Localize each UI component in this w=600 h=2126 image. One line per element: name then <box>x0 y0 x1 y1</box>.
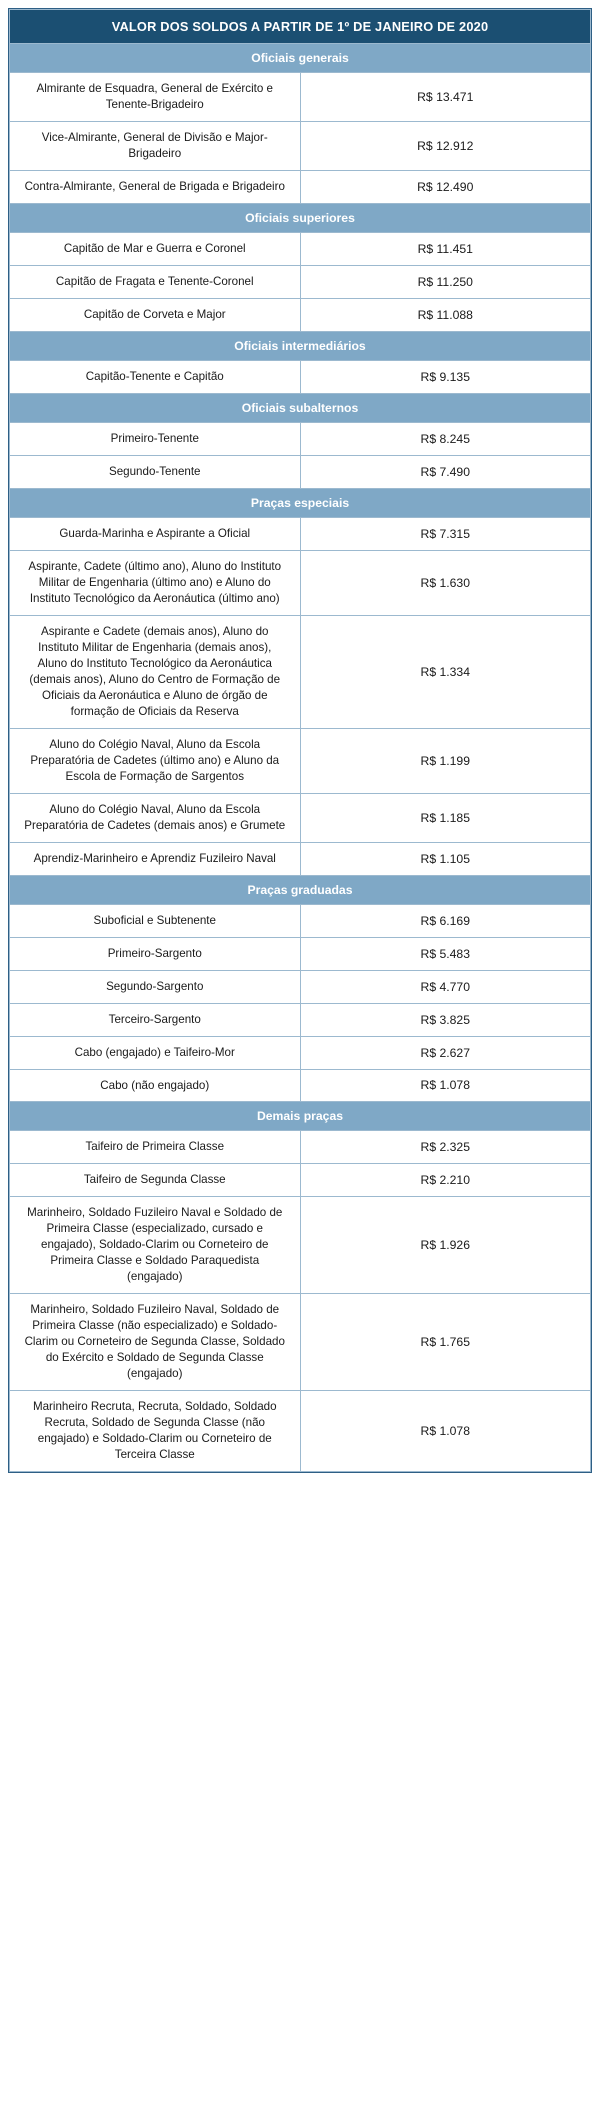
section-header-row <box>10 1102 591 1131</box>
rank-description: Terceiro-Sargento <box>10 1003 301 1036</box>
rank-description: Primeiro-Sargento <box>10 937 301 970</box>
rank-description: Cabo (engajado) e Taifeiro-Mor <box>10 1036 301 1069</box>
table-row <box>10 904 591 937</box>
rank-description: Aspirante e Cadete (demais anos), Aluno do Instituto Militar de Engenharia (demais anos), Aluno do Instituto Tecnológico da Aeronáutica (demais anos), Aluno do Centro de Formação de Oficiais da Aeronáutica e Aluno de órgão de formação de Oficiais da Reserva <box>10 615 301 728</box>
table-row <box>10 1294 591 1391</box>
rank-description: Segundo-Sargento <box>10 970 301 1003</box>
rank-salary-value: R$ 1.078 <box>300 1391 591 1472</box>
table-title-row <box>10 10 591 44</box>
section-label: Oficiais subalternos <box>10 393 591 422</box>
rank-description: Taifeiro de Primeira Classe <box>10 1131 301 1164</box>
rank-description: Guarda-Marinha e Aspirante a Oficial <box>10 517 301 550</box>
table-row <box>10 422 591 455</box>
table-row <box>10 73 591 122</box>
table-row <box>10 615 591 728</box>
table-row <box>10 1164 591 1197</box>
section-label: Praças graduadas <box>10 875 591 904</box>
rank-salary-value: R$ 1.926 <box>300 1197 591 1294</box>
rank-salary-value: R$ 11.088 <box>300 298 591 331</box>
section-header-row <box>10 331 591 360</box>
table-row <box>10 793 591 842</box>
salary-table-container <box>8 8 592 1473</box>
rank-salary-value: R$ 1.765 <box>300 1294 591 1391</box>
section-header-row <box>10 488 591 517</box>
section-label: Praças especiais <box>10 488 591 517</box>
section-label: Oficiais generais <box>10 44 591 73</box>
table-row <box>10 232 591 265</box>
rank-salary-value: R$ 11.451 <box>300 232 591 265</box>
rank-description: Capitão de Corveta e Major <box>10 298 301 331</box>
section-label: Oficiais intermediários <box>10 331 591 360</box>
rank-salary-value: R$ 11.250 <box>300 265 591 298</box>
table-row <box>10 842 591 875</box>
section-header-row <box>10 44 591 73</box>
rank-description: Capitão de Fragata e Tenente-Coronel <box>10 265 301 298</box>
rank-description: Suboficial e Subtenente <box>10 904 301 937</box>
rank-description: Marinheiro, Soldado Fuzileiro Naval, Soldado de Primeira Classe (não especializado) e Soldado-Clarim ou Corneteiro de Segunda Classe, Soldado do Exército e Soldado de Segunda Classe (engajado) <box>10 1294 301 1391</box>
table-row <box>10 121 591 170</box>
rank-salary-value: R$ 1.199 <box>300 728 591 793</box>
rank-description: Taifeiro de Segunda Classe <box>10 1164 301 1197</box>
rank-salary-value: R$ 4.770 <box>300 970 591 1003</box>
rank-description: Segundo-Tenente <box>10 455 301 488</box>
section-label: Oficiais superiores <box>10 203 591 232</box>
rank-salary-value: R$ 3.825 <box>300 1003 591 1036</box>
table-row <box>10 170 591 203</box>
rank-description: Vice-Almirante, General de Divisão e Major-Brigadeiro <box>10 121 301 170</box>
table-row <box>10 1131 591 1164</box>
table-row <box>10 550 591 615</box>
rank-description: Cabo (não engajado) <box>10 1069 301 1102</box>
rank-description: Almirante de Esquadra, General de Exército e Tenente-Brigadeiro <box>10 73 301 122</box>
rank-salary-value: R$ 1.334 <box>300 615 591 728</box>
table-row <box>10 1003 591 1036</box>
page-title: VALOR DOS SOLDOS A PARTIR DE 1º DE JANEIRO DE 2020 <box>10 10 591 44</box>
rank-salary-value: R$ 1.105 <box>300 842 591 875</box>
table-row <box>10 728 591 793</box>
rank-salary-value: R$ 7.315 <box>300 517 591 550</box>
table-row <box>10 937 591 970</box>
section-label: Demais praças <box>10 1102 591 1131</box>
rank-description: Aprendiz-Marinheiro e Aprendiz Fuzileiro Naval <box>10 842 301 875</box>
rank-salary-value: R$ 6.169 <box>300 904 591 937</box>
rank-salary-value: R$ 5.483 <box>300 937 591 970</box>
rank-salary-value: R$ 7.490 <box>300 455 591 488</box>
rank-salary-value: R$ 1.630 <box>300 550 591 615</box>
rank-description: Marinheiro Recruta, Recruta, Soldado, Soldado Recruta, Soldado de Segunda Classe (não engajado) e Soldado-Clarim ou Corneteiro de Terceira Classe <box>10 1391 301 1472</box>
table-row <box>10 1036 591 1069</box>
section-header-row <box>10 875 591 904</box>
table-row <box>10 517 591 550</box>
section-header-row <box>10 393 591 422</box>
table-row <box>10 1197 591 1294</box>
rank-description: Marinheiro, Soldado Fuzileiro Naval e Soldado de Primeira Classe (especializado, cursado e engajado), Soldado-Clarim ou Corneteiro de Primeira Classe e Soldado Paraquedista (engajado) <box>10 1197 301 1294</box>
section-header-row <box>10 203 591 232</box>
table-row <box>10 360 591 393</box>
table-row <box>10 970 591 1003</box>
table-row <box>10 455 591 488</box>
rank-salary-value: R$ 2.210 <box>300 1164 591 1197</box>
salary-table <box>9 9 591 1472</box>
rank-salary-value: R$ 1.185 <box>300 793 591 842</box>
table-row <box>10 1069 591 1102</box>
salary-table-sections <box>10 44 591 1472</box>
rank-salary-value: R$ 12.490 <box>300 170 591 203</box>
rank-salary-value: R$ 12.912 <box>300 121 591 170</box>
table-row <box>10 298 591 331</box>
table-row <box>10 265 591 298</box>
rank-description: Capitão-Tenente e Capitão <box>10 360 301 393</box>
rank-description: Capitão de Mar e Guerra e Coronel <box>10 232 301 265</box>
rank-description: Aluno do Colégio Naval, Aluno da Escola Preparatória de Cadetes (último ano) e Aluno da Escola de Formação de Sargentos <box>10 728 301 793</box>
rank-description: Aluno do Colégio Naval, Aluno da Escola Preparatória de Cadetes (demais anos) e Grumete <box>10 793 301 842</box>
rank-description: Aspirante, Cadete (último ano), Aluno do Instituto Militar de Engenharia (último ano) e Aluno do Instituto Tecnológico da Aeronáutica (último ano) <box>10 550 301 615</box>
salary-table-body <box>10 10 591 44</box>
rank-salary-value: R$ 8.245 <box>300 422 591 455</box>
rank-salary-value: R$ 9.135 <box>300 360 591 393</box>
rank-salary-value: R$ 13.471 <box>300 73 591 122</box>
rank-description: Primeiro-Tenente <box>10 422 301 455</box>
rank-salary-value: R$ 2.627 <box>300 1036 591 1069</box>
rank-salary-value: R$ 1.078 <box>300 1069 591 1102</box>
table-row <box>10 1391 591 1472</box>
rank-description: Contra-Almirante, General de Brigada e Brigadeiro <box>10 170 301 203</box>
rank-salary-value: R$ 2.325 <box>300 1131 591 1164</box>
